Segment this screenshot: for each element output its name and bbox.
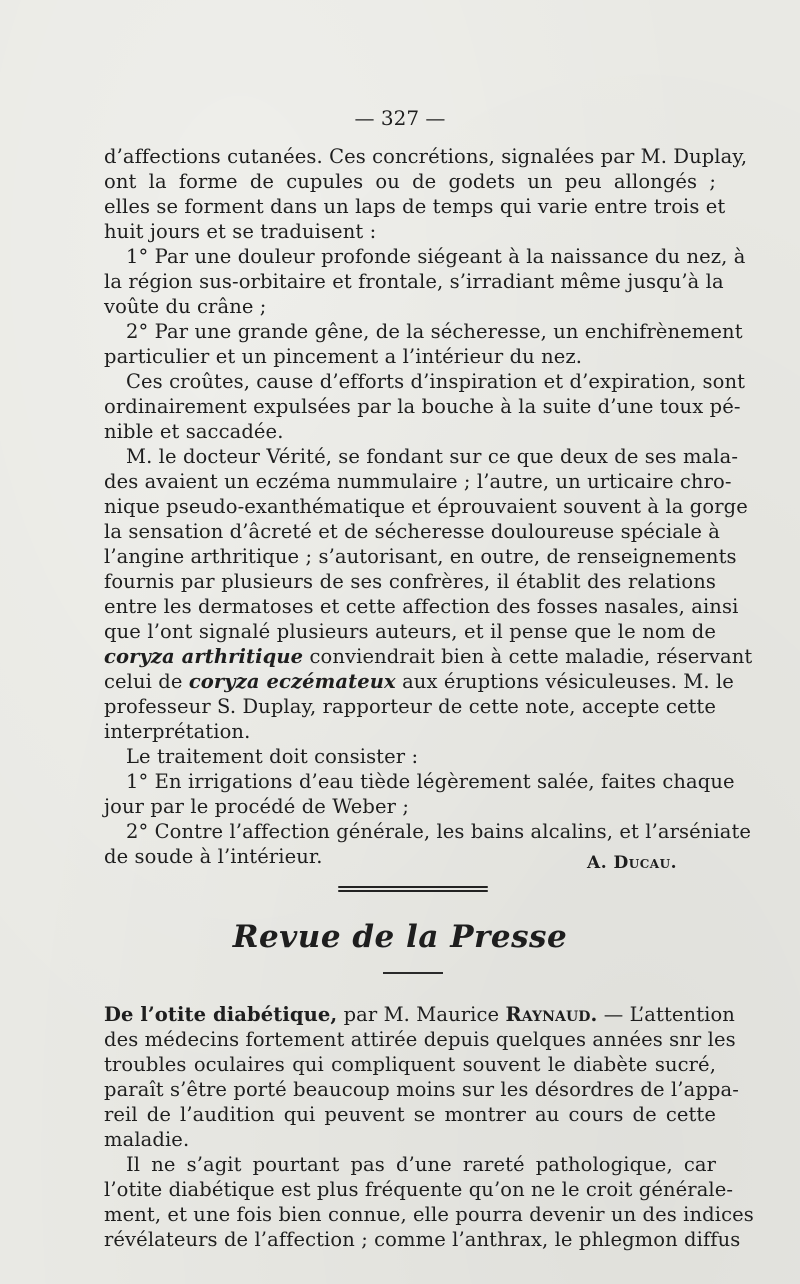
text-line: reil de l’audition qui peuvent se montrer au cours de cette <box>104 1103 716 1126</box>
text-line: 1° En irrigations d’eau tiède légèrement salée, faites chaque <box>126 770 735 793</box>
author-signature: A. Ducau. <box>587 853 677 873</box>
text-line: que l’ont signalé plusieurs auteurs, et il pense que le nom de <box>104 620 716 643</box>
text-line: 1° Par une douleur profonde siégeant à la naissance du nez, à <box>126 245 746 268</box>
text-line: troubles oculaires qui compliquent souvent le diabète sucré, <box>104 1053 716 1076</box>
text-line: ont la forme de cupules ou de godets un peu allongés ; <box>104 170 716 193</box>
text-span: conviendrait bien à cette maladie, réservant <box>303 645 753 668</box>
text-line: la sensation d’âcreté et de sécheresse douloureuse spéciale à <box>104 520 721 543</box>
text-line: jour par le procédé de Weber ; <box>104 795 410 818</box>
text-line: l’angine arthritique ; s’autorisant, en outre, de renseignements <box>104 545 737 568</box>
text-line: M. le docteur Vérité, se fondant sur ce que deux de ses mala- <box>126 445 739 468</box>
text-line: paraît s’être porté beaucoup moins sur les désordres de l’appa- <box>104 1078 739 1101</box>
text-line: de soude à l’intérieur. <box>104 845 323 868</box>
text-line: ordinairement expulsées par la bouche à la suite d’une toux pé- <box>104 395 741 418</box>
text-line <box>104 670 734 694</box>
text-line: des médecins fortement attirée depuis quelques années snr les <box>104 1028 736 1051</box>
text-line: voûte du crâne ; <box>104 295 267 318</box>
text-span: aux éruptions vésiculeuses. M. le <box>395 670 734 693</box>
text-line: des avaient un eczéma nummulaire ; l’autre, un urticaire chro- <box>104 470 732 493</box>
text-span: par M. Maurice <box>337 1003 506 1026</box>
text-line: la région sus-orbitaire et frontale, s’irradiant même jusqu’à la <box>104 270 724 293</box>
text-line: révélateurs de l’affection ; comme l’anthrax, le phlegmon diffus <box>104 1228 741 1251</box>
italic-term: coryza arthritique <box>104 645 304 668</box>
text-line: 2° Par une grande gêne, de la sécheresse, un enchifrènement <box>126 320 743 343</box>
page-number: — 327 — <box>354 106 446 130</box>
text-line: fournis par plusieurs de ses confrères, il établit des relations <box>104 570 716 593</box>
text-line: particulier et un pincement a l’intérieur du nez. <box>104 345 583 368</box>
text-line: d’affections cutanées. Ces concrétions, signalées par M. Duplay, <box>104 145 748 168</box>
text-line: nique pseudo-exanthématique et éprouvaient souvent à la gorge <box>104 495 748 518</box>
text-line: ment, et une fois bien connue, elle pourra devenir un des indices <box>104 1203 754 1226</box>
text-span: — L’attention <box>597 1003 735 1026</box>
text-line: professeur S. Duplay, rapporteur de cette note, accepte cette <box>104 695 716 718</box>
article-lead-title: De l’otite diabétique, <box>104 1003 338 1026</box>
text-line: Il ne s’agit pourtant pas d’une rareté pathologique, car <box>126 1153 716 1176</box>
article-author: Raynaud. <box>505 1003 598 1026</box>
text-line: Le traitement doit consister : <box>126 745 419 768</box>
rule-divider <box>383 972 443 974</box>
section-title: Revue de la Presse <box>232 919 568 955</box>
text-line: nible et saccadée. <box>104 420 284 443</box>
text-span: celui de <box>104 670 189 693</box>
text-line: Ces croûtes, cause d’efforts d’inspiration et d’expiration, sont <box>126 370 746 393</box>
text-line: maladie. <box>104 1128 190 1151</box>
double-rule-divider <box>338 886 488 893</box>
text-line: entre les dermatoses et cette affection des fosses nasales, ainsi <box>104 595 739 618</box>
text-line: elles se forment dans un laps de temps qui varie entre trois et <box>104 195 726 218</box>
text-line <box>104 1003 735 1027</box>
text-line: huit jours et se traduisent : <box>104 220 377 243</box>
text-line: interprétation. <box>104 720 251 743</box>
text-line: l’otite diabétique est plus fréquente qu’on ne le croit générale- <box>104 1178 734 1201</box>
italic-term: coryza eczémateux <box>188 670 396 693</box>
text-line <box>104 645 753 669</box>
text-line: 2° Contre l’affection générale, les bains alcalins, et l’arséniate <box>126 820 752 843</box>
